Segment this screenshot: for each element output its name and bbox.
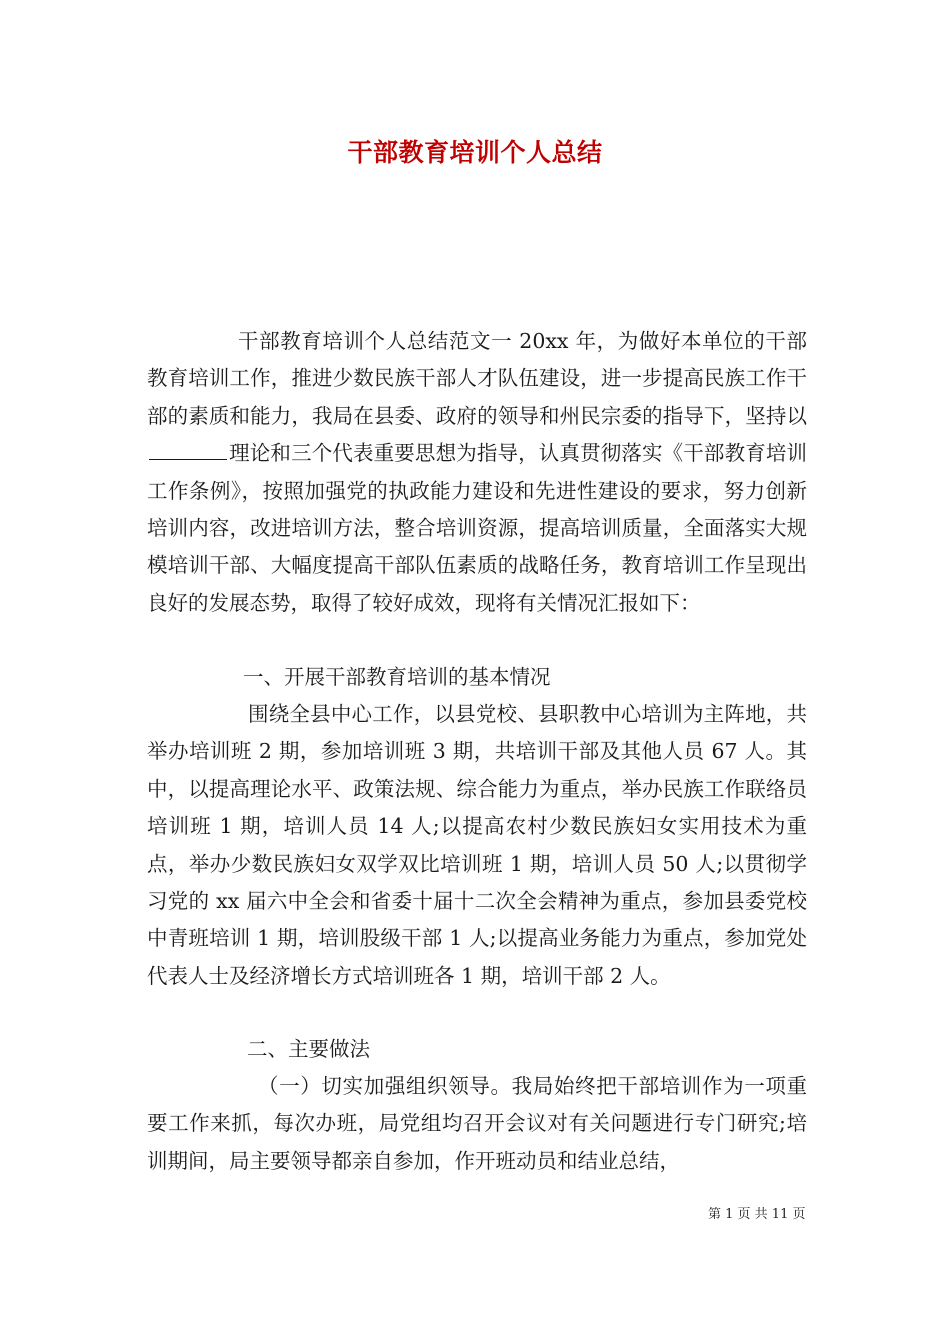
document-title: 干部教育培训个人总结: [347, 138, 603, 167]
intro-paragraph: [147, 323, 807, 622]
section-1-paragraph: 围绕全县中心工作，以县党校、县职教中心培训为主阵地，共举办培训班 2 期，参加培训班 3 期，共培训干部及其他人员 67 人。其中，以提高理论水平、政策法规、综合能力为重点，举办民族工作联络员培训班 1 期，培训人员 14 人;以提高农村少数民族妇女实用技术为重点，举办少数民族妇女双学双比培训班 1 期，培训人员 50 人;以贯彻学习党的 xx 届六中全会和省委十届十二次全会精神为重点，参加县委党校中青班培训 1 期，培训股级干部 1 人;以提高业务能力为重点，参加党处代表人士及经济增长方式培训班各 1 期，培训干部 2 人。: [147, 702, 807, 988]
fill-in-blank: [149, 439, 227, 461]
section-heading-1: 一、开展干部教育培训的基本情况: [243, 665, 551, 689]
intro-paragraph-part2: 理论和三个代表重要思想为指导，认真贯彻落实《干部教育培训工作条例》，按照加强党的执政能力建设和先进性建设的要求，努力创新培训内容，改进培训方法，整合培训资源，提高培训质量，全面落实大规模培训干部、大幅度提高干部队伍素质的战略任务，教育培训工作呈现出良好的发展态势，取得了较好成效，现将有关情况汇报如下：: [147, 441, 807, 615]
section-heading-2: 二、主要做法: [247, 1037, 370, 1061]
intro-paragraph-part1: 干部教育培训个人总结范文一 20xx 年，为做好本单位的干部教育培训工作，推进少数民族干部人才队伍建设，进一步提高民族工作干部的素质和能力，我局在县委、政府的领导和州民宗委的指导下，坚持以: [147, 329, 807, 428]
page-number-footer: 第 1 页 共 11 页: [708, 1207, 806, 1222]
section-2-paragraph: （一）切实加强组织领导。我局始终把干部培训作为一项重要工作来抓，每次办班，局党组均召开会议对有关问题进行专门研究;培训期间，局主要领导都亲自参加，作开班动员和结业总结，: [147, 1074, 807, 1173]
